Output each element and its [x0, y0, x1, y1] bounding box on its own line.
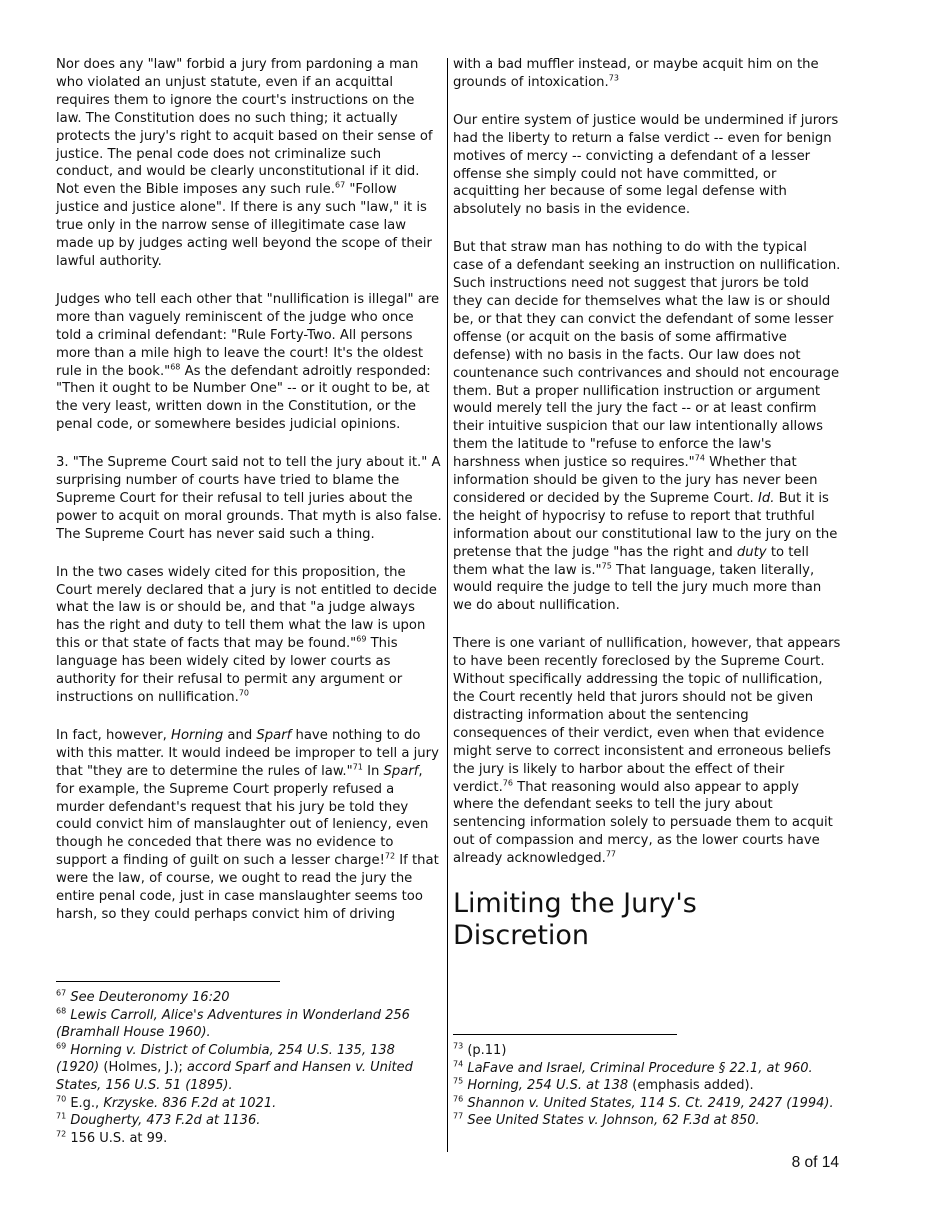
- section-heading: Limiting the Jury's Discretion: [453, 888, 697, 952]
- footnote-ref[interactable]: 76: [502, 778, 513, 788]
- footnotes-left: [56, 981, 442, 1147]
- footnote-separator: [453, 1034, 677, 1035]
- right-column: [453, 56, 841, 952]
- footnote-ref[interactable]: 70: [238, 688, 250, 698]
- paragraph: But that straw man has nothing to do with the typical case of a defendant seeking an instruction on nullification. Such instructions need not suggest that jurors be told they can decide for themselves what the law is or should be, or that they can convict the defendant of some lesser offense (or acquit on the basis of some affirmative defense) with no basis in the facts. Our law does not countenance such contrivances and should not encourage them. But a proper nullification instruction or argument would merely tell the jury the fact -- or at least confirm their intuitive suspicion that our law intentionally allows them the latitude to "refuse to enforce the law's harshness when justice so requires."$^{74}$ Whether that information should be given to the jury has never been considered or decided by the Supreme Court. Id. But it is the height of hypocrisy to refuse to report that truthful information about our constitutional law to the jury on the pretense that the judge "has the right and duty to tell them what the law is."$^{75}$ That language, taken literally, would require the judge to tell the jury much more than we do about nullification.: [453, 240, 841, 614]
- paragraph: In the two cases widely cited for this proposition, the Court merely declared that a jury is not entitled to decide what the law is or should be, and that "a judge always has the right and duty to tell them what the law is upon this or that state of facts that may be found."$^{69}$ This language has been widely cited by lower courts as authority for their refusal to permit any argument or instructions on nullification.$^{70}$: [56, 564, 437, 705]
- footnote-separator: [56, 981, 280, 982]
- paragraph: Nor does any "law" forbid a jury from pardoning a man who violated an unjust statute, even if an acquittal requires them to ignore the court's instructions on the law. The Constitution does no such thing; it actually protects the jury's right to acquit based on their sense of justice. The penal code does not criminalize such conduct, and would be clearly unconstitutional if it did. Not even the Bible imposes any such rule.$^{67}$ "Follow justice and justice alone". If there is any such "law," it is true only in the narrow sense of illegitimate case law made up by judges acting well beyond the scope of their lawful authority.: [56, 57, 433, 269]
- footnote: $^{74}$ LaFave and Israel, Criminal Procedure § 22.1, at 960.: [453, 1059, 813, 1076]
- footnote-ref[interactable]: 75: [601, 561, 612, 571]
- footnote: $^{69}$ Horning v. District of Columbia, 254 U.S. 135, 138 (1920) (Holmes, J.); accord Sparf and Hansen v. United States, 156 U.S. 51 (1895).: [56, 1041, 413, 1093]
- paragraph: 3. "The Supreme Court said not to tell the jury about it." A surprising number of courts have tried to blame the Supreme Court for their refusal to tell juries about the power to acquit on moral grounds. That myth is also false. The Supreme Court has never said such a thing.: [56, 455, 442, 542]
- footnote-ref[interactable]: 68: [170, 362, 181, 372]
- footnote: $^{73}$ (p.11): [453, 1041, 507, 1058]
- paragraph: with a bad muffler instead, or maybe acquit him on the grounds of intoxication.$^{73}$: [453, 57, 819, 90]
- footnote-ref[interactable]: 67: [334, 180, 346, 190]
- footnote: $^{72}$ 156 U.S. at 99.: [56, 1129, 168, 1146]
- footnote: $^{76}$ Shannon v. United States, 114 S. Ct. 2419, 2427 (1994).: [453, 1094, 834, 1111]
- footnote: $^{71}$ Dougherty, 473 F.2d at 1136.: [56, 1111, 261, 1129]
- footnote-ref[interactable]: 77: [605, 849, 617, 859]
- footnote: $^{77}$ See United States v. Johnson, 62 F.3d at 850.: [453, 1112, 760, 1129]
- footnote-ref[interactable]: 69: [356, 634, 367, 644]
- footnote-ref[interactable]: 71: [352, 762, 363, 772]
- paragraph: Our entire system of justice would be undermined if jurors had the liberty to return a false verdict -- even for benign motives of mercy -- convicting a defendant of a lesser offense she simply could not have committed, or acquitting her because of some legal defense with absolutely no basis in the evidence.: [453, 112, 839, 218]
- footnote-ref[interactable]: 73: [608, 73, 619, 83]
- paragraph: There is one variant of nullification, however, that appears to have been recently foreclosed by the Supreme Court. Without specifically addressing the topic of nullification, the Court recently held that jurors should not be given distracting information about the sentencing consequences of their verdict, even when that evidence might serve to correct inconsistent and erroneous beliefs the jury is likely to harbor about the effect of their verdict.$^{76}$ That reasoning would also appear to apply where the defendant seeks to tell the jury about sentencing information solely to persuade them to acquit out of compassion and mercy, as the lower courts have already acknowledged.$^{77}$: [453, 636, 841, 867]
- column-divider: [447, 58, 448, 1152]
- footnote: $^{67}$ See Deuteronomy 16:20: [56, 988, 230, 1005]
- footnote: $^{68}$ Lewis Carroll, Alice's Adventures in Wonderland 256 (Bramhall House 1960).: [56, 1006, 410, 1041]
- footnote: $^{70}$ E.g., Krzyske. 836 F.2d at 1021.: [56, 1094, 277, 1111]
- footnotes-right: [453, 1034, 841, 1130]
- paragraph: Judges who tell each other that "nullification is illegal" are more than vaguely reminiscent of the judge who once told a criminal defendant: "Rule Forty-Two. All persons more than a mile high to leave the court! It's the oldest rule in the book."$^{68}$ As the defendant adroitly responded: "Then it ought to be Number One" -- or it ought to be, at the very least, written down in the Constitution, or the penal code, or somewhere besides judicial opinions.: [56, 291, 440, 433]
- footnote-ref[interactable]: 74: [694, 453, 705, 463]
- left-column: [56, 56, 442, 944]
- footnote: $^{75}$ Horning, 254 U.S. at 138 (emphasis added).: [453, 1076, 754, 1094]
- paragraph: In fact, however, Horning and Sparf have nothing to do with this matter. It would indeed be improper to tell a jury that "they are to determine the rules of law."$^{71}$ In Sparf, for example, the Supreme Court properly refused a murder defendant's request that his jury be told they could convict him of manslaughter out of leniency, even though he conceded that there was no evidence to support a finding of guilt on such a lesser charge!$^{72}$ If that were the law, of course, we ought to read the jury the entire penal code, just in case manslaughter seems too harsh, so they could perhaps convict him of driving: [56, 727, 439, 922]
- footnote-ref[interactable]: 72: [384, 851, 396, 861]
- page-number: 8 of 14: [791, 1154, 839, 1171]
